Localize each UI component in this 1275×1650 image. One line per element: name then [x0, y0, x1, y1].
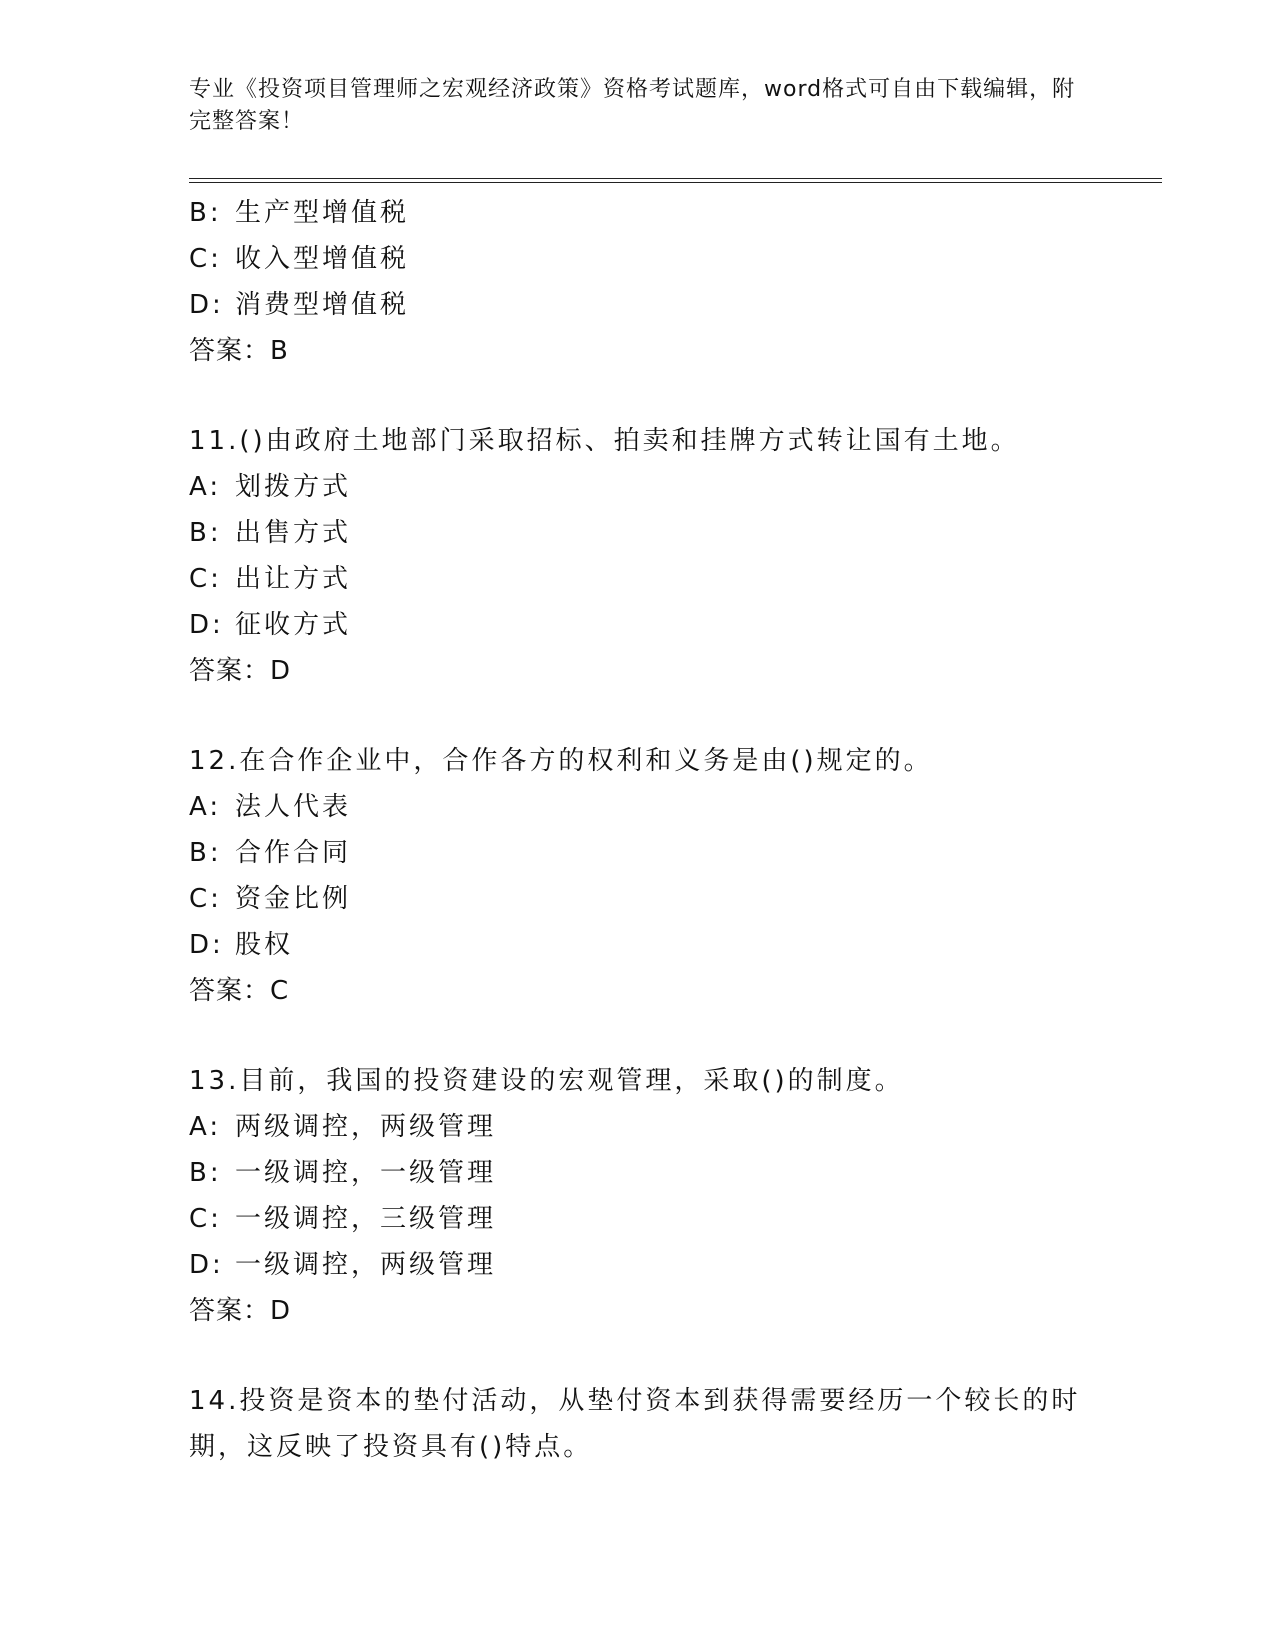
option-key: B:: [189, 1158, 222, 1188]
option-text: 一级调控，两级管理: [235, 1250, 497, 1280]
option-text: 出让方式: [235, 564, 352, 594]
option-d: [189, 1242, 1089, 1288]
option-key: D:: [189, 610, 224, 640]
option-b: [189, 190, 1089, 236]
option-text: 划拨方式: [235, 472, 352, 502]
question-content: [189, 190, 1089, 1470]
option-d: [189, 602, 1089, 648]
option-text: 两级调控，两级管理: [235, 1112, 497, 1142]
option-text: 一级调控，一级管理: [235, 1158, 497, 1188]
option-b: [189, 1150, 1089, 1196]
option-text: 资金比例: [235, 884, 352, 914]
option-a: [189, 784, 1089, 830]
option-b: [189, 830, 1089, 876]
option-key: B:: [189, 198, 222, 228]
option-text: 出售方式: [235, 518, 352, 548]
option-a: [189, 464, 1089, 510]
question-stem-14: 14.投资是资本的垫付活动，从垫付资本到获得需要经历一个较长的时期，这反映了投资具有()特点。: [189, 1386, 1081, 1462]
option-key: C:: [189, 1204, 222, 1234]
option-d: [189, 282, 1089, 328]
question-stem-12: 12.在合作企业中，合作各方的权利和义务是由()规定的。: [189, 746, 933, 776]
header-divider: [189, 178, 1162, 183]
answer-line: 答案：D: [189, 1296, 292, 1326]
option-text: 消费型增值税: [235, 290, 410, 320]
option-c: [189, 876, 1089, 922]
option-text: 生产型增值税: [235, 198, 410, 228]
option-key: B:: [189, 518, 222, 548]
option-text: 股权: [235, 930, 294, 960]
option-text: 法人代表: [235, 792, 352, 822]
option-key: D:: [189, 930, 224, 960]
option-key: D:: [189, 290, 224, 320]
answer-line: 答案：C: [189, 976, 290, 1006]
option-text: 合作合同: [235, 838, 352, 868]
answer-line: 答案：B: [189, 336, 289, 366]
option-key: B:: [189, 838, 222, 868]
option-d: [189, 922, 1089, 968]
option-key: C:: [189, 564, 222, 594]
option-key: A:: [189, 472, 222, 502]
answer-line: 答案：D: [189, 656, 292, 686]
document-header: 专业《投资项目管理师之宏观经济政策》资格考试题库，word格式可自由下载编辑，附完整答案！: [189, 77, 1076, 134]
option-b: [189, 510, 1089, 556]
question-stem-11: 11.()由政府土地部门采取招标、拍卖和挂牌方式转让国有土地。: [189, 426, 1020, 456]
question-stem-13: 13.目前，我国的投资建设的宏观管理，采取()的制度。: [189, 1066, 904, 1096]
option-key: D:: [189, 1250, 224, 1280]
option-text: 一级调控，三级管理: [235, 1204, 497, 1234]
option-c: [189, 1196, 1089, 1242]
option-text: 收入型增值税: [235, 244, 410, 274]
option-key: A:: [189, 1112, 222, 1142]
option-key: C:: [189, 884, 222, 914]
option-c: [189, 236, 1089, 282]
option-key: C:: [189, 244, 222, 274]
option-key: A:: [189, 792, 222, 822]
option-a: [189, 1104, 1089, 1150]
option-text: 征收方式: [235, 610, 352, 640]
option-c: [189, 556, 1089, 602]
